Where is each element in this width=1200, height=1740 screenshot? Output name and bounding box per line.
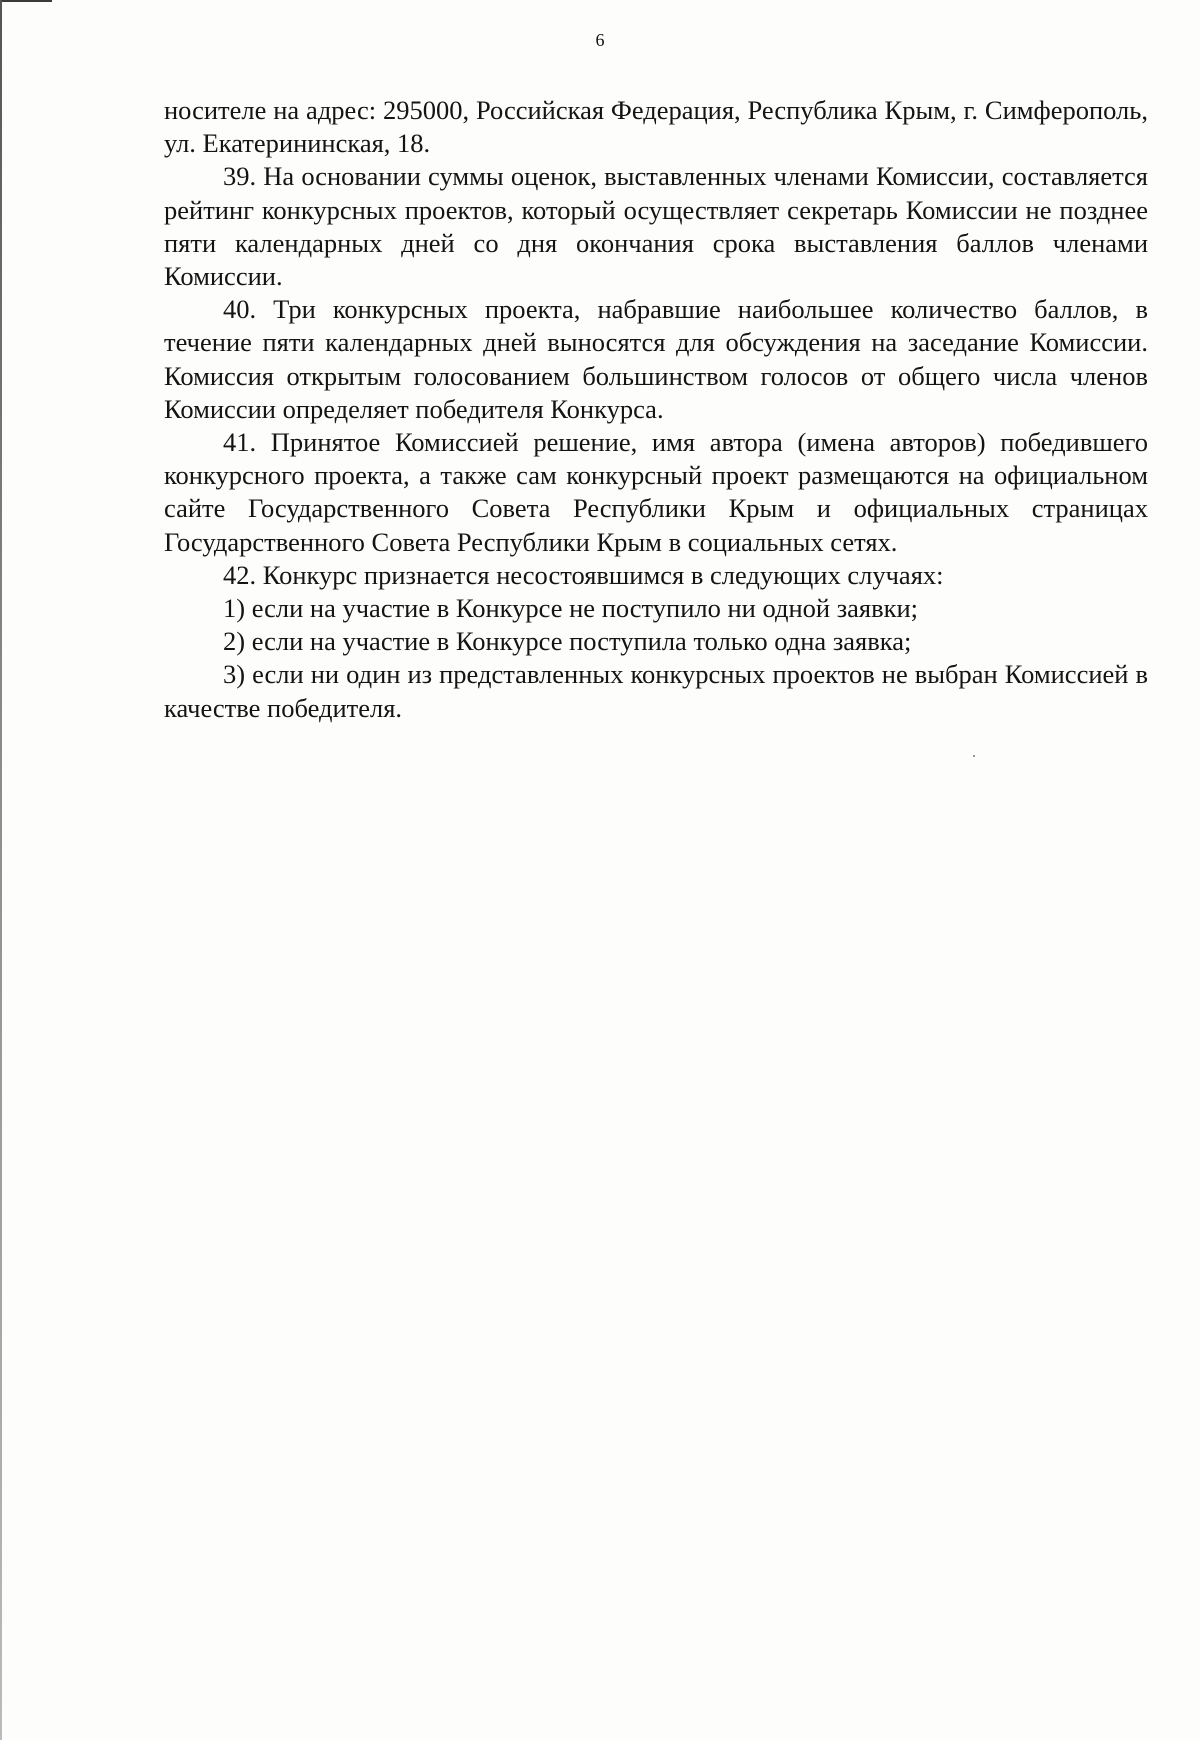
paragraph-address-continuation: носителе на адрес: 295000, Российская Федерация, Республика Крым, г. Симферополь, ул. Екатерининская, 18. bbox=[164, 95, 1148, 159]
paragraph-39: 39. На основании суммы оценок, выставленных членами Комиссии, составляется рейтинг конкурсных проектов, который осуществляет секретарь Комиссии не позднее пяти календарных дней со дня окончания срока выставления баллов членами Комиссии. bbox=[164, 161, 1148, 292]
paragraph-42: 42. Конкурс признается несостоявшимся в следующих случаях: bbox=[223, 559, 944, 590]
paragraph-41: 41. Принятое Комиссией решение, имя автора (имена авторов) победившего конкурсного проекта, а также сам конкурсный проект размещаются на официальном сайте Государственного Совета Республики Крым и официальных страницах Государственного Совета Республики Крым в социальных сетях. bbox=[164, 427, 1148, 557]
scan-border-left bbox=[0, 0, 2, 1740]
paragraph-40: 40. Три конкурсных проекта, набравшие наибольшее количество баллов, в течение пяти календарных дней выносятся для обсуждения на заседание Комиссии. Комиссия открытым голосованием большинством голосов от общего числа членов Комиссии определяет победителя Конкурса. bbox=[164, 294, 1148, 424]
list-item-42-1: 1) если на участие в Конкурсе не поступило ни одной заявки; bbox=[223, 593, 919, 624]
page-number: 6 bbox=[595, 30, 605, 50]
scan-border-top bbox=[0, 0, 52, 2]
scan-speck bbox=[973, 755, 975, 757]
document-body bbox=[164, 94, 1148, 725]
list-item-42-3: 3) если ни один из представленных конкурсных проектов не выбран Комиссией в качестве победителя. bbox=[164, 659, 1148, 723]
list-item-42-2: 2) если на участие в Конкурсе поступила только одна заявка; bbox=[223, 626, 912, 657]
